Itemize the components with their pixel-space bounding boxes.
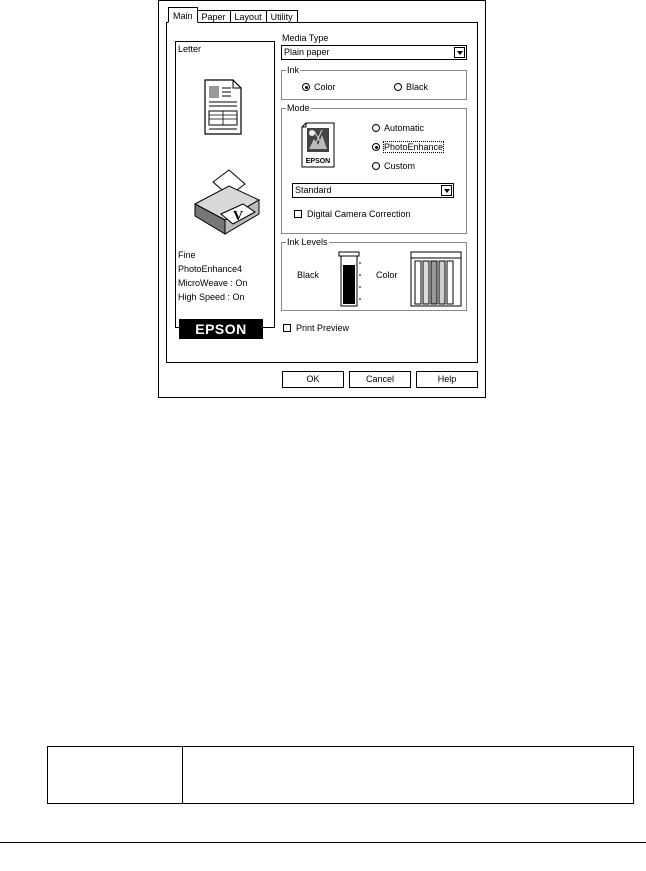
print-preview-label: Print Preview [296, 323, 350, 333]
tab-utility[interactable]: Utility [266, 10, 298, 23]
mode-preset-select[interactable] [292, 183, 454, 198]
epson-logo: EPSON [179, 319, 263, 339]
tab-bar [168, 7, 298, 23]
tab-layout[interactable]: Layout [230, 10, 267, 23]
cancel-button[interactable]: Cancel [349, 371, 411, 388]
paper-size-label: Letter [178, 44, 202, 54]
printer-icon [189, 164, 265, 240]
checkbox-icon [283, 324, 291, 332]
ink-black-label: Black [406, 82, 429, 92]
mode-group [281, 103, 467, 234]
radio-icon [372, 124, 380, 132]
ink-levels-title: Ink Levels [287, 237, 328, 247]
footer-rule [0, 842, 646, 843]
photo-enhance-icon [300, 121, 336, 169]
printer-dialog [158, 0, 486, 398]
black-ink-label: Black [297, 270, 320, 280]
document-icon [203, 78, 243, 136]
ok-button[interactable]: OK [282, 371, 344, 388]
media-type-select[interactable] [281, 45, 467, 60]
color-ink-label: Color [376, 270, 398, 280]
mode-group-title: Mode [287, 103, 310, 113]
print-preview-checkbox[interactable] [283, 323, 349, 333]
ink-color-radio[interactable] [302, 82, 336, 92]
microweave-info: MicroWeave : On [178, 278, 248, 288]
mode-automatic-radio[interactable] [372, 123, 424, 133]
radio-selected-icon [372, 143, 380, 151]
ink-color-label: Color [314, 82, 336, 92]
tab-paper[interactable]: Paper [197, 10, 231, 23]
radio-icon [372, 162, 380, 170]
mode-custom-label: Custom [384, 161, 416, 171]
digital-camera-correction-label: Digital Camera Correction [307, 209, 411, 219]
main-panel [166, 22, 478, 363]
mode-preset-value: Standard [295, 185, 332, 195]
chevron-down-icon[interactable] [454, 47, 465, 58]
mode-photoenhance-label: PhotoEnhance [384, 142, 444, 152]
note-table [47, 746, 634, 804]
mode-photoenhance-radio[interactable] [372, 142, 443, 152]
ink-group-title: Ink [287, 65, 300, 75]
chevron-down-icon[interactable] [441, 185, 452, 196]
tab-main[interactable]: Main [168, 7, 198, 23]
table-divider [182, 747, 183, 803]
photoenhance-info: PhotoEnhance4 [178, 264, 243, 274]
ink-group [281, 65, 467, 100]
checkbox-icon [294, 210, 302, 218]
quality-info: Fine [178, 250, 196, 260]
ink-levels-group [281, 237, 467, 311]
high-speed-info: High Speed : On [178, 292, 245, 302]
color-ink-gauge [410, 251, 462, 307]
radio-selected-icon [302, 83, 310, 91]
photo-enhance-icon-text: EPSON [305, 158, 331, 165]
black-ink-gauge [338, 251, 362, 307]
ink-black-radio[interactable] [394, 82, 428, 92]
print-preview-pane [175, 41, 275, 328]
help-button[interactable]: Help [416, 371, 478, 388]
svg-text:V: V [233, 209, 244, 224]
radio-icon [394, 83, 402, 91]
digital-camera-correction-checkbox[interactable] [294, 209, 411, 219]
media-type-label: Media Type [282, 33, 329, 43]
media-type-value: Plain paper [284, 47, 330, 57]
mode-automatic-label: Automatic [384, 123, 425, 133]
mode-custom-radio[interactable] [372, 161, 415, 171]
